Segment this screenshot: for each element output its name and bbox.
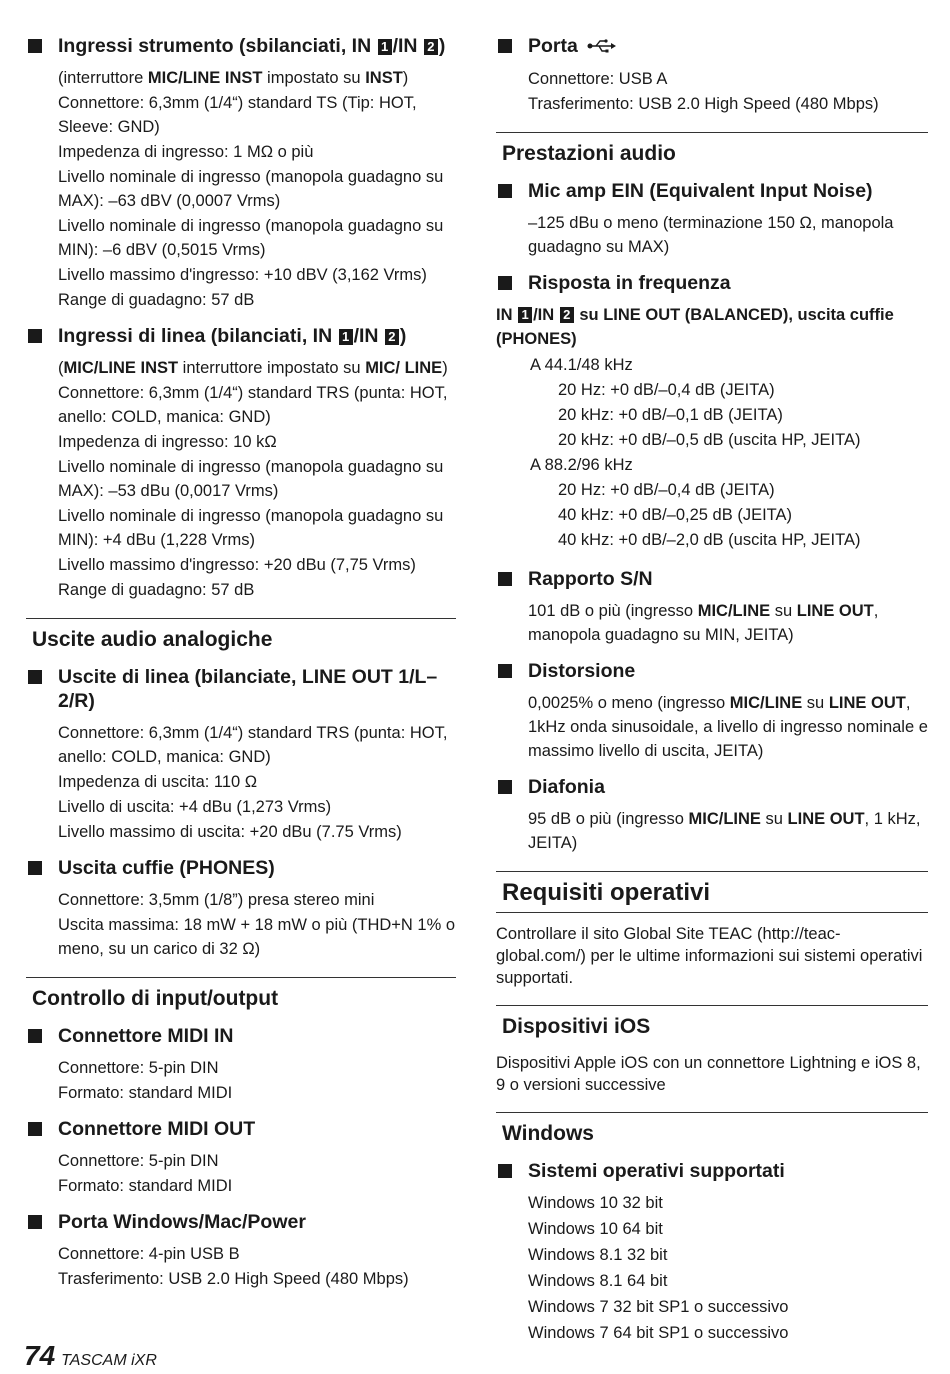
input-2-badge: 2 [385, 329, 399, 345]
bullet-square-icon [498, 572, 512, 586]
ios-text: Dispositivi Apple iOS con un connettore Lightning e iOS 8, 9 o versioni successive [496, 1053, 921, 1094]
section-title-ios: Dispositivi iOS [496, 1005, 928, 1042]
midi-out-heading: Connettore MIDI OUT [26, 1117, 456, 1141]
list-item: Windows 7 64 bit SP1 o successivo [528, 1323, 789, 1342]
requirements-text: Controllare il sito Global Site TEAC (http://teac-global.com/) per le ultime informazioni sui sistemi operativi supportati. [496, 924, 923, 987]
line-outputs-specs [26, 721, 456, 844]
spec-line: 95 dB o più (ingresso MIC/LINE su LINE OUT, 1 kHz, JEITA) [528, 809, 921, 852]
right-column [496, 34, 928, 1354]
spec-line: Livello nominale di ingresso (manopola guadagno su MAX): –53 dBu (0,0017 Vrms) [58, 458, 444, 500]
spec-line: Trasferimento: USB 2.0 High Speed (480 Mbps) [58, 1270, 409, 1288]
spec-line: Livello nominale di ingresso (manopola guadagno su MIN): –6 dBV (0,5015 Vrms) [58, 217, 444, 259]
spec-line: Connettore: 5-pin DIN [58, 1059, 219, 1077]
crosstalk-specs [496, 807, 928, 855]
spec-line: Connettore: 3,5mm (1/8”) presa stereo mini [58, 891, 375, 909]
input-1-badge: 1 [339, 329, 353, 345]
spec-line: Impedenza di uscita: 110 Ω [58, 773, 258, 791]
section-title-analog-outputs: Uscite audio analogiche [26, 618, 456, 655]
spec-line: (interruttore MIC/LINE INST impostato su INST) [58, 69, 409, 87]
usb-port-block [26, 1210, 456, 1291]
input-2-badge: 2 [424, 39, 438, 55]
freq-rate-label: A 44.1/48 kHz [530, 355, 633, 374]
distortion-specs [496, 691, 928, 763]
spec-line: 101 dB o più (ingresso MIC/LINE su LINE OUT, manopola guadagno su MIN, JEITA) [528, 601, 879, 644]
spec-line: Impedenza di ingresso: 1 MΩ o più [58, 143, 314, 161]
phones-output-block [26, 856, 456, 961]
midi-in-heading: Connettore MIDI IN [26, 1024, 456, 1048]
spec-line: 20 Hz: +0 dB/–0,4 dB (JEITA) [558, 380, 775, 399]
supported-os-list [496, 1191, 928, 1346]
spec-line: Impedenza di ingresso: 10 kΩ [58, 433, 277, 451]
line-inputs-block [26, 324, 456, 602]
crosstalk-block [496, 775, 928, 855]
freq-rate-label: A 88.2/96 kHz [530, 455, 633, 474]
bullet-square-icon [28, 861, 42, 875]
instrument-inputs-heading [26, 34, 456, 58]
spec-line: (MIC/LINE INST interruttore impostato su MIC/ LINE) [58, 359, 448, 377]
spec-line: Formato: standard MIDI [58, 1177, 233, 1195]
spec-line: Connettore: 6,3mm (1/4“) standard TRS (punta: HOT, anello: COLD, manica: GND) [58, 384, 448, 426]
bullet-square-icon [28, 670, 42, 684]
freq-response-heading: Risposta in frequenza [496, 271, 928, 295]
spec-line: Livello di uscita: +4 dBu (1,273 Vrms) [58, 798, 332, 816]
usb-port-specs [26, 1242, 456, 1291]
ein-block [496, 179, 928, 259]
spec-line: 0,0025% o meno (ingresso MIC/LINE su LINE OUT, 1kHz onda sinusoidale, a livello di ingresso nominale e massimo livello di uscita, JEITA) [528, 693, 928, 760]
heading-text: ) [438, 35, 446, 57]
spec-line: Livello nominale di ingresso (manopola guadagno su MIN): +4 dBu (1,228 Vrms) [58, 507, 444, 549]
input-1-badge: 1 [518, 307, 532, 323]
list-item: Windows 7 32 bit SP1 o successivo [528, 1297, 789, 1316]
spec-line: 40 kHz: +0 dB/–0,25 dB (JEITA) [558, 505, 793, 524]
section-title-windows: Windows [496, 1112, 928, 1149]
bullet-square-icon [498, 276, 512, 290]
spec-line: Range di guadagno: 57 dB [58, 581, 255, 599]
line-inputs-specs [26, 356, 456, 602]
input-1-badge: 1 [378, 39, 392, 55]
left-column [26, 34, 456, 1299]
heading-text: /IN [392, 35, 423, 57]
instrument-inputs-specs [26, 66, 456, 312]
spec-line: –125 dBu o meno (terminazione 150 Ω, manopola guadagno su MAX) [528, 213, 894, 256]
bullet-square-icon [498, 664, 512, 678]
sn-ratio-heading: Rapporto S/N [496, 567, 928, 591]
section-title-io-control: Controllo di input/output [26, 977, 456, 1014]
spec-line: Livello massimo d'ingresso: +20 dBu (7,75 Vrms) [58, 556, 416, 574]
sn-ratio-specs [496, 599, 928, 647]
bullet-square-icon [28, 39, 42, 53]
porta-specs [496, 67, 928, 116]
freq-response-subheading: IN 1 /IN 2 su LINE OUT (BALANCED), uscita cuffie (PHONES) [496, 305, 894, 348]
bullet-square-icon [498, 39, 512, 53]
spec-line: Connettore: USB A [528, 69, 668, 88]
phones-output-heading: Uscita cuffie (PHONES) [26, 856, 456, 880]
section-title-requirements: Requisiti operativi [496, 871, 928, 913]
supported-os-block [496, 1159, 928, 1346]
freq-response-block [496, 271, 928, 553]
line-outputs-heading: Uscite di linea (bilanciate, LINE OUT 1/L–2/R) [26, 665, 456, 713]
midi-in-block [26, 1024, 456, 1105]
spec-line: Uscita massima: 18 mW + 18 mW o più (THD+N 1% o meno, su un carico di 32 Ω) [58, 916, 456, 958]
bullet-square-icon [28, 1029, 42, 1043]
line-inputs-heading: Ingressi di linea (bilanciati, IN 1 /IN 2 ) [26, 324, 456, 348]
spec-line: 20 Hz: +0 dB/–0,4 dB (JEITA) [558, 480, 775, 499]
distortion-heading: Distorsione [496, 659, 928, 683]
line-outputs-block [26, 665, 456, 844]
spec-line: Connettore: 6,3mm (1/4“) standard TS (Tip: HOT, Sleeve: GND) [58, 94, 417, 136]
spec-line: Livello massimo di uscita: +20 dBu (7.75 Vrms) [58, 823, 402, 841]
spec-line: Connettore: 4-pin USB B [58, 1245, 240, 1263]
spec-line: 40 kHz: +0 dB/–2,0 dB (uscita HP, JEITA) [558, 530, 861, 549]
ein-specs [496, 211, 928, 259]
bullet-square-icon [28, 1122, 42, 1136]
section-title-audio-performance: Prestazioni audio [496, 132, 928, 169]
bullet-square-icon [28, 329, 42, 343]
heading-text: Ingressi strumento (sbilanciati, IN [58, 35, 377, 57]
page-number: 74 [24, 1340, 56, 1371]
ein-heading: Mic amp EIN (Equivalent Input Noise) [496, 179, 928, 203]
list-item: Windows 10 32 bit [528, 1193, 663, 1212]
page-footer [24, 1340, 157, 1372]
usb-icon [587, 35, 617, 59]
spec-line: Formato: standard MIDI [58, 1084, 233, 1102]
spec-line: Livello massimo d'ingresso: +10 dBV (3,162 Vrms) [58, 266, 427, 284]
input-2-badge: 2 [560, 307, 574, 323]
product-name: TASCAM iXR [61, 1352, 157, 1369]
midi-in-specs [26, 1056, 456, 1105]
midi-out-block [26, 1117, 456, 1198]
spec-line: 20 kHz: +0 dB/–0,1 dB (JEITA) [558, 405, 783, 424]
bullet-square-icon [498, 780, 512, 794]
spec-line: 20 kHz: +0 dB/–0,5 dB (uscita HP, JEITA) [558, 430, 861, 449]
spec-line: Connettore: 5-pin DIN [58, 1152, 219, 1170]
bullet-square-icon [498, 184, 512, 198]
instrument-inputs-block [26, 34, 456, 312]
bullet-square-icon [28, 1215, 42, 1229]
list-item: Windows 10 64 bit [528, 1219, 663, 1238]
phones-output-specs [26, 888, 456, 961]
porta-heading: Porta [496, 34, 928, 59]
spec-line: Connettore: 6,3mm (1/4“) standard TRS (punta: HOT, anello: COLD, manica: GND) [58, 724, 448, 766]
bullet-square-icon [498, 1164, 512, 1178]
spec-line: Range di guadagno: 57 dB [58, 291, 255, 309]
midi-out-specs [26, 1149, 456, 1198]
crosstalk-heading: Diafonia [496, 775, 928, 799]
porta-block [496, 34, 928, 116]
supported-os-heading: Sistemi operativi supportati [496, 1159, 928, 1183]
sn-ratio-block [496, 567, 928, 647]
distortion-block [496, 659, 928, 763]
spec-line: Livello nominale di ingresso (manopola guadagno su MAX): –63 dBV (0,0007 Vrms) [58, 168, 444, 210]
list-item: Windows 8.1 64 bit [528, 1271, 668, 1290]
list-item: Windows 8.1 32 bit [528, 1245, 668, 1264]
usb-port-heading: Porta Windows/Mac/Power [26, 1210, 456, 1234]
spec-line: Trasferimento: USB 2.0 High Speed (480 Mbps) [528, 94, 879, 113]
